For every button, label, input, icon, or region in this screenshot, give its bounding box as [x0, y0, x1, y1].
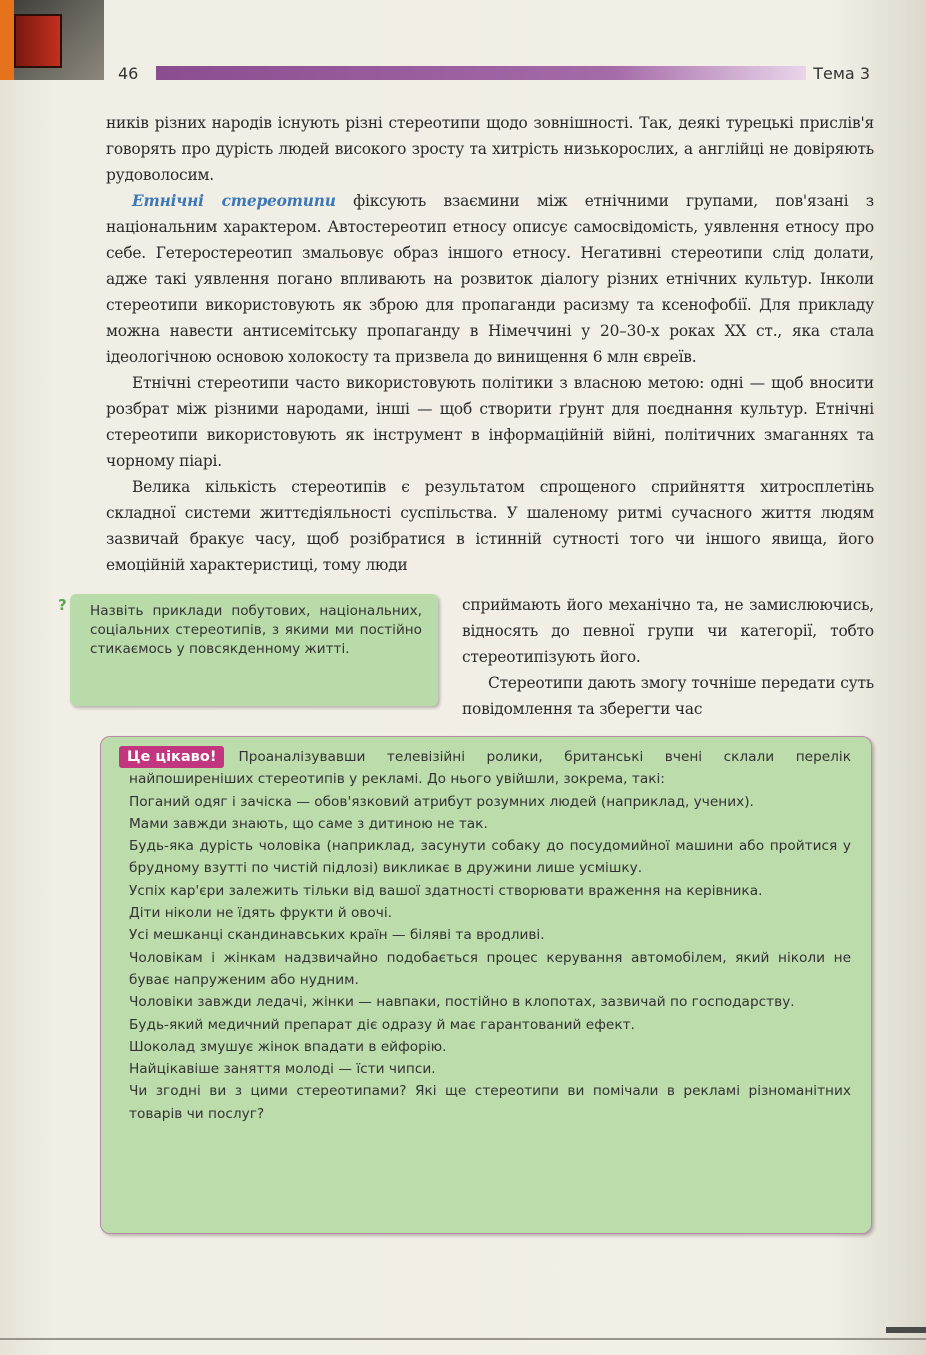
- paragraph: Велика кількість стереотипів є результатом спрощеного сприйняття хитросплетінь складної системи життєдіяльності суспільства. У шаленому ритмі сучасного життя людям зазвичай бракує часу, щоб розібратися в істинній сутності того чи іншого явища, його емоційній характеристиці, тому люди: [106, 478, 874, 574]
- header-bar: [156, 66, 806, 80]
- fact-question: Чи згодні ви з цими стереотипами? Які ще стереотипи ви помічали в рекламі різноманітних товарів чи послуг?: [129, 1083, 851, 1122]
- fact-box: [100, 736, 872, 1234]
- topic-label: Тема 3: [813, 64, 870, 83]
- fact-item: Будь-яка дурість чоловіка (наприклад, засунути собаку до посудомийної машини або пройтися у брудному взутті по чистій підлозі) викликає в дружини лише усмішку.: [129, 838, 851, 877]
- paragraph: ників різних народів існують різні стереотипи щодо зовнішності. Так, деякі турецькі прислів'я говорять про дурість людей високого зросту та хитрість низькорослих, а англійці не довіряють рудоволосим.: [106, 114, 874, 184]
- paragraph: Стереотипи дають змогу точніше передати суть повідомлення та зберегти час: [462, 674, 874, 718]
- corner-photo: [0, 0, 104, 80]
- narrow-column: [462, 592, 874, 722]
- fact-item: Шоколад змушує жінок впадати в ейфорію.: [129, 1038, 447, 1055]
- bottom-tab: [886, 1327, 926, 1333]
- fact-item: Чоловікам і жінкам надзвичайно подобається процес керування автомобілем, який ніколи не буває напруженим або нудним.: [129, 949, 851, 988]
- page-number: 46: [118, 64, 139, 83]
- fact-label: Це цікаво!: [119, 746, 224, 768]
- question-text: Назвіть приклади побутових, національних, соціальних стереотипів, з якими ми постійно стикаємось у повсякденному житті.: [90, 603, 422, 657]
- paragraph: [106, 188, 874, 370]
- fact-item: Успіх кар'єри залежить тільки від вашої здатності створювати враження на керівника.: [129, 882, 763, 899]
- paragraph: сприймають його механічно та, не замислюючись, відносять до певної групи чи категорії, тобто стереотипізують його.: [462, 596, 874, 666]
- bottom-rule: [0, 1338, 926, 1340]
- book-icon: [14, 14, 62, 68]
- corner-accent-strip: [0, 0, 14, 80]
- main-text: [106, 110, 874, 578]
- fact-item: Чоловіки завжди ледачі, жінки — навпаки, постійно в клопотах, зазвичай по господарству.: [129, 994, 795, 1011]
- fact-item: Мами завжди знають, що саме з дитиною не так.: [129, 815, 488, 832]
- paragraph-text: фіксують взаємини між етнічними групами, пов'язані з національним характером. Автостереотип етносу описує самосвідомість, уявлення етносу про себе. Гетеростереотип змальовує образ іншого етносу. Негативні стереотипи слід долати, адже такі уявлення погано впливають на розвиток діалогу різних етнічних культур. Інколи стереотипи використовують як зброю для пропаганди расизму та ксенофобії. Для прикладу можна навести антисемітську пропаганду в Німеччині у 20–30-х роках XX ст., яка стала ідеологічною основою холокосту та призвела до винищення 6 млн євреїв.: [106, 192, 874, 366]
- paragraph: Етнічні стереотипи часто використовують політики з власною метою: одні — щоб вносити розбрат між різними народами, інші — щоб створити ґрунт для поєднання культур. Етнічні стереотипи використовують як інструмент в інформаційній війні, політичних змаганнях та чорному піарі.: [106, 374, 874, 470]
- fact-item: Поганий одяг і зачіска — обов'язковий атрибут розумних людей (наприклад, учених).: [129, 793, 754, 810]
- fact-item: Найцікавіше заняття молоді — їсти чипси.: [129, 1061, 436, 1078]
- question-box: [70, 594, 438, 706]
- fact-item: Будь-який медичний препарат діє одразу й має гарантований ефект.: [129, 1016, 635, 1033]
- fact-intro: Це цікаво! Проаналізувавши телевізійні ролики, британські вчені склали перелік найпоширеніших стереотипів у рекламі. До нього увійшли, зокрема, такі:: [129, 746, 851, 791]
- question-icon: ?: [58, 596, 67, 614]
- fact-item: Усі мешканці скандинавських країн — біляві та вродливі.: [129, 927, 545, 944]
- fact-item: Діти ніколи не їдять фрукти й овочі.: [129, 905, 392, 922]
- term-ethnic-stereotypes: Етнічні стереотипи: [132, 192, 336, 210]
